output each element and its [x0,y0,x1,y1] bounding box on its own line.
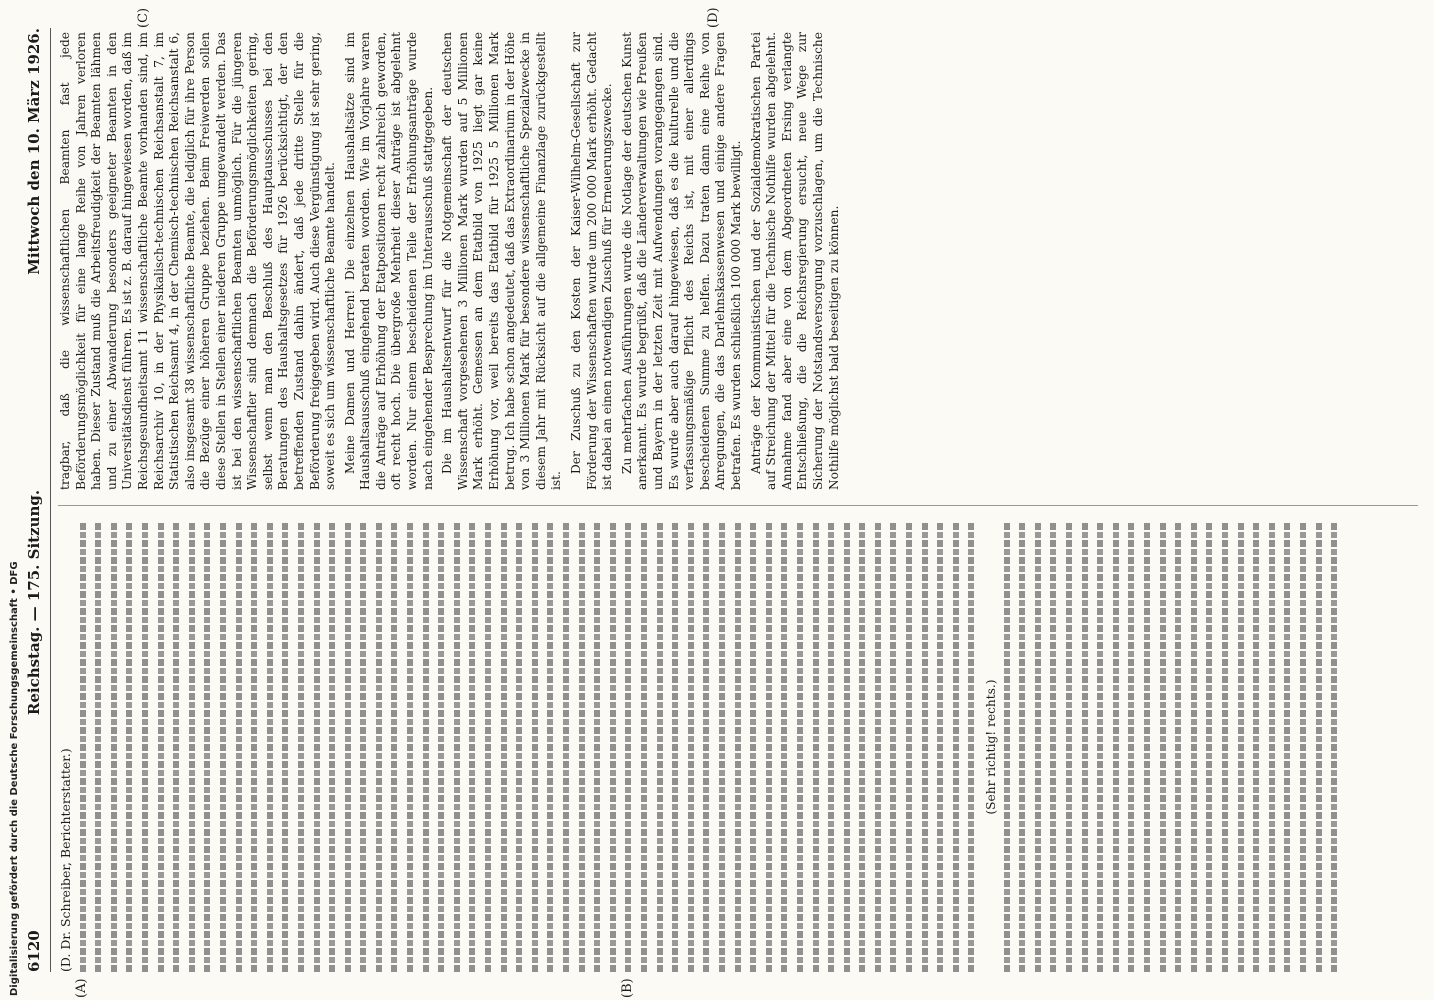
margin-marker-a: (A) [74,978,89,998]
speaker-label: (D. Dr. Schreiber, Berichterstatter.) [58,748,73,972]
paragraph: Anträge der Kommunistischen und der Sozialdemokratischen Partei auf Streichung der Mittel für die Technische Nothilfe wurden abgelehnt. Annahme fand aber eine von dem Abgeordneten Ersing verlangte Entschließung, die die Reichsregierung ersucht, neue Wege zur Sicherung der Notstandsversorgung vorzuschlagen, um die Technische Nothilfe möglichst bald beseitigen zu können. [748,32,841,490]
paragraph: Der Zuschuß zu den Kosten der Kaiser-Wilhelm-Gesellschaft zur Förderung der Wissenschaften wurde um 200 000 Mark erhöht. Gedacht ist dabei an einen notwendigen Zuschuß für Erneuerungszwecke. [569,32,615,490]
left-column-text-lines [80,522,975,972]
margin-marker-c: (C) [136,7,151,28]
left-column [58,522,1418,972]
footer-credit: Digitalisierung gefördert durch die Deutsche Forschungsgemeinschaft • DFG [9,561,20,996]
margin-marker-d: (D) [706,7,721,28]
session-title: Reichstag. — 175. Sitzung. [25,489,43,716]
column-divider [58,505,1418,506]
page-number: 6120 [25,930,43,972]
header-rule [50,28,51,972]
paragraph: tragbar, daß die wissenschaftlichen Beamten fast jede Beförderungsmöglichkeit für eine lange Reihe von Jahren verloren haben. Dieser Zustand muß die Arbeitsfreudigkeit der Beamten lähmen und zu einer Abwanderung besonders geeigneter Beamten in den Universitätsdienst führen. Es ist z. B. darauf hingewiesen worden, daß im Reichsgesundheitsamt 11 wissenschaftliche Beamte vorhanden sind, im Reichsarchiv 10, in der Physikalisch-technischen Reichsanstalt 7, im Statistischen Reichsamt 4, in der Chemisch-technischen Reichsanstalt 6, also insgesamt 38 wissenschaftliche Beamte, die lediglich für ihre Person die Bezüge einer höheren Gruppe beziehen. Beim Freiwerden sollen diese Stellen in Stellen einer niederen Gruppe umgewandelt werden. Das ist bei den wissenschaftlichen Beamten unmöglich. Für die jüngeren Wissenschaftler sind demnach die Beförderungsmöglichkeiten gering, selbst wenn man den Beschluß des Hauptausschusses bei den Beratungen des Haushaltsgesetzes für 1926 berücksichtigt, der den betreffenden Zustand dahin ändert, daß jede dritte Stelle für die Beförderung freigegeben wird. Auch diese Vergünstigung ist sehr gering, soweit es sich um wissenschaftliche Beamte handelt. [58,32,338,490]
page-header [22,28,46,972]
paragraph: Zu mehrfachen Ausführungen wurde die Notlage der deutschen Kunst anerkannt. Es wurde begrüßt, daß die Länderverwaltungen wie Preußen und Bayern in der letzten Zeit mit Aufwendungen vorangegangen sind. Es wurde aber auch darauf hingewiesen, daß es die kulturelle und die verfassungsmäßige Pflicht des Reichs ist, mit einer allerdings bescheidenen Summe zu helfen. Dazu traten dann eine Reihe von Anregungen, die das Darlehnskassenwesen und einige andere Fragen betrafen. Es wurden schließlich 100 000 Mark bewilligt. [619,32,743,490]
session-date: Mittwoch den 10. März 1926. [25,28,43,275]
margin-marker-b: (B) [620,978,635,998]
paragraph: Die im Haushaltsentwurf für die Notgemeinschaft der deutschen Wissenschaft vorgesehenen 3 Millionen Mark wurden auf 5 Millionen Mark erhöht. Gemessen an dem Etatbild von 1925 liegt gar keine Erhöhung vor, weil bereits das Etatbild für 1925 5 Millionen Mark betrug. Ich habe schon angedeutet, daß das Extraordinarium in der Höhe von 3 Millionen Mark für besondere wissenschaftliche Spezialzwecke in diesem Jahr mit Rücksicht auf die allgemeine Finanzlage zurückgestellt ist. [440,32,564,490]
paragraph: Meine Damen und Herren! Die einzelnen Haushaltsätze sind im Haushaltsausschuß eingehend beraten worden. Wie im Vorjahre waren die Anträge auf Erhöhung der Etatpositionen recht zahlreich geworden, oft recht hoch. Die übergroße Mehrheit dieser Anträge ist abgelehnt worden. Nur einem bescheidenen Teile der Erhöhungsanträge wurde nach eingehender Besprechung im Unterausschuß stattgegeben. [342,32,435,490]
interjection: (Sehr richtig! rechts.) [984,679,999,815]
right-column [58,32,846,490]
left-column-text-lines-2 [1004,522,1337,972]
